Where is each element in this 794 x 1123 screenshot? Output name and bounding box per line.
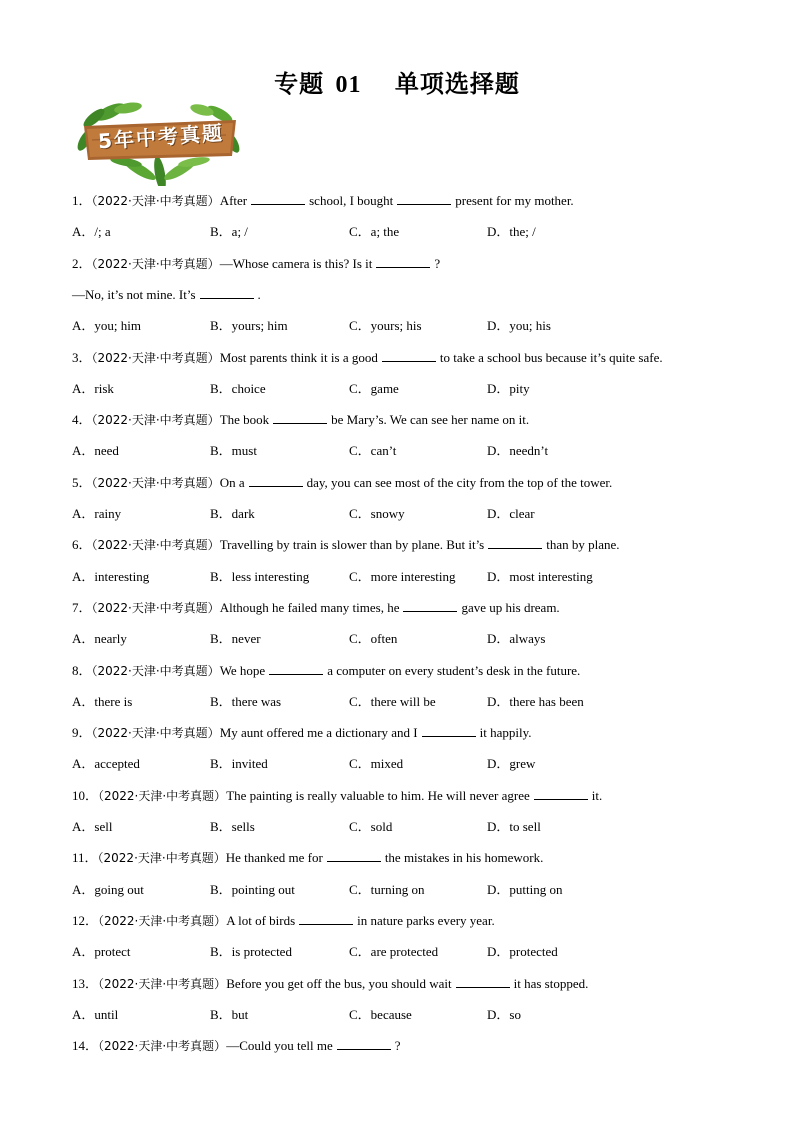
title-prefix: 专题 (274, 70, 325, 98)
option-a[interactable]: A．protect (72, 944, 131, 960)
option-c[interactable]: C．turning on (349, 881, 425, 897)
option-c[interactable]: C．more interesting (349, 568, 456, 584)
option-d[interactable]: D．needn’t (487, 443, 549, 459)
answer-blank (337, 1037, 391, 1050)
option-c[interactable]: C．often (349, 631, 398, 647)
stem-text: the mistakes in his homework. (384, 850, 544, 866)
answer-blank (299, 912, 353, 925)
question-stem (72, 474, 612, 492)
question-source: （2022·天津·中考真题） (98, 788, 227, 803)
stem-text: school, I bought (309, 193, 394, 208)
option-b[interactable]: B．never (210, 631, 261, 647)
option-b[interactable]: B．less interesting (210, 568, 310, 584)
option-d[interactable]: D．so (487, 1006, 521, 1022)
question-stem (72, 349, 663, 367)
question-stem (72, 912, 495, 930)
stem-text: present for my mother. (455, 193, 574, 208)
page-title (0, 64, 794, 99)
option-c[interactable]: C．game (349, 380, 399, 396)
option-a[interactable]: A．rainy (72, 506, 122, 521)
stem-text: A lot of birds (226, 912, 296, 928)
option-b[interactable]: B．is protected (210, 944, 292, 960)
option-b[interactable]: B．there was (210, 693, 282, 709)
option-b[interactable]: B．but (210, 1006, 249, 1022)
question-stem (72, 411, 529, 429)
answer-blank (249, 474, 303, 487)
option-c[interactable]: C．snowy (349, 506, 405, 521)
answer-blank (422, 724, 476, 737)
question-number: 12． (72, 912, 99, 928)
option-b[interactable]: B．dark (210, 506, 255, 521)
question-number: 1． (72, 193, 92, 208)
option-a[interactable]: A．need (72, 443, 119, 459)
question-stem (72, 662, 580, 680)
question-number: 3． (72, 349, 92, 365)
stem-text: Although he failed many times, he (219, 599, 400, 615)
question-stem-line (72, 286, 261, 304)
question-number: 7． (72, 599, 92, 615)
stem-text: After (219, 193, 248, 208)
stem-text: ? (394, 1038, 401, 1054)
stem-text: Travelling by train is slower than by plane. But it’s (219, 537, 485, 553)
option-c[interactable]: C．can’t (349, 443, 397, 459)
option-a[interactable]: A．accepted (72, 756, 140, 772)
stem-text: in nature parks every year. (357, 912, 495, 928)
answer-blank (376, 255, 430, 268)
question-stem (72, 192, 574, 210)
option-d[interactable]: D．most interesting (487, 568, 593, 584)
option-a[interactable]: A．interesting (72, 568, 150, 584)
stem-text: Most parents think it is a good (219, 349, 378, 365)
answer-blank (403, 599, 457, 612)
stem-text: Before you get off the bus, you should wait (226, 975, 452, 991)
option-d[interactable]: D．to sell (487, 819, 541, 834)
question-number: 2． (72, 255, 92, 271)
answer-blank (397, 192, 451, 205)
option-c[interactable]: C．because (349, 1006, 412, 1022)
question-source: （2022·天津·中考真题） (91, 350, 220, 365)
question-source: （2022·天津·中考真题） (91, 663, 220, 678)
answer-blank (200, 286, 254, 299)
option-c[interactable]: C．there will be (349, 693, 436, 709)
option-a[interactable]: A．nearly (72, 631, 127, 647)
option-b[interactable]: B．pointing out (210, 881, 295, 897)
option-d[interactable]: D．always (487, 631, 546, 647)
answer-blank (269, 662, 323, 675)
stem-text: On a (219, 474, 245, 490)
question-source: （2022·天津·中考真题） (91, 256, 220, 271)
question-stem (72, 536, 620, 554)
stem-text: My aunt offered me a dictionary and I (219, 725, 418, 741)
question-source: （2022·天津·中考真题） (91, 475, 220, 490)
stem-text: gave up his dream. (461, 599, 560, 615)
option-c[interactable]: C．are protected (349, 944, 439, 960)
option-d[interactable]: D．you; his (487, 318, 551, 334)
option-c[interactable]: C．a; the (349, 224, 400, 240)
badge-label: 5年中考真题 (97, 120, 225, 154)
answer-blank (456, 975, 510, 988)
option-d[interactable]: D．grew (487, 756, 536, 772)
question-number: 8． (72, 662, 92, 678)
option-a[interactable]: A．risk (72, 380, 114, 396)
question-number: 11． (72, 850, 98, 866)
stem-text: —Whose camera is this? Is it (219, 255, 373, 271)
option-a[interactable]: A．sell (72, 819, 113, 834)
option-d[interactable]: D．the; / (487, 224, 536, 240)
answer-blank (382, 349, 436, 362)
answer-blank (251, 192, 305, 205)
option-d[interactable]: D．pity (487, 380, 530, 396)
question-stem (72, 1037, 401, 1055)
question-source: （2022·天津·中考真题） (91, 194, 220, 208)
answer-blank (534, 787, 588, 800)
question-number: 6． (72, 537, 92, 553)
stem-text: it has stopped. (513, 975, 589, 991)
option-d[interactable]: D．protected (487, 944, 558, 960)
option-d[interactable]: D．clear (487, 506, 535, 521)
stem-text: day, you can see most of the city from the top of the tower. (306, 474, 613, 490)
option-b[interactable]: B．choice (210, 380, 266, 396)
question-source: （2022·天津·中考真题） (91, 413, 220, 428)
stem-text: The book (219, 412, 270, 428)
question-source: （2022·天津·中考真题） (91, 726, 220, 741)
question-stem (72, 255, 440, 273)
title-number: 01 (335, 72, 362, 98)
option-a[interactable]: A．you; him (72, 318, 141, 334)
question-stem (72, 724, 532, 742)
option-d[interactable]: D．putting on (487, 881, 563, 897)
stem-text: —Could you tell me (226, 1038, 333, 1054)
option-b[interactable]: B．sells (210, 819, 255, 834)
stem-text: a computer on every student’s desk in the future. (327, 662, 581, 678)
question-number: 9． (72, 725, 92, 741)
option-b[interactable]: B．invited (210, 756, 268, 772)
question-stem (72, 849, 543, 867)
question-source: （2022·天津·中考真题） (98, 976, 227, 991)
question-stem (72, 787, 602, 805)
answer-blank (273, 411, 327, 424)
question-number: 4． (72, 412, 92, 428)
option-a[interactable]: A．/; a (72, 224, 111, 240)
option-b[interactable]: B．a; / (210, 224, 248, 240)
answer-blank (327, 849, 381, 862)
question-source: （2022·天津·中考真题） (97, 851, 226, 866)
option-a[interactable]: A．until (72, 1006, 119, 1022)
title-suffix: 单项选择题 (394, 70, 520, 98)
option-b[interactable]: B．yours; him (210, 318, 288, 334)
stem-text: We hope (219, 662, 266, 678)
option-d[interactable]: D．there has been (487, 693, 584, 709)
option-b[interactable]: B．must (210, 443, 257, 459)
option-a[interactable]: A．there is (72, 693, 133, 709)
stem-text: He thanked me for (225, 850, 323, 866)
option-a[interactable]: A．going out (72, 881, 144, 897)
question-source: （2022·天津·中考真题） (91, 600, 220, 615)
question-source: （2022·天津·中考真题） (98, 1039, 227, 1054)
question-number: 5． (72, 474, 92, 490)
question-stem (72, 599, 560, 617)
stem-text: it happily. (479, 725, 532, 741)
option-c[interactable]: C．sold (349, 819, 393, 834)
stem-text: than by plane. (546, 537, 620, 553)
stem-text: The painting is really valuable to him. He will never agree (226, 787, 530, 803)
question-number: 13． (72, 975, 99, 991)
option-c[interactable]: C．mixed (349, 756, 404, 772)
question-stem (72, 975, 588, 993)
question-source: （2022·天津·中考真题） (91, 538, 220, 553)
stem-text: ? (434, 255, 441, 271)
question-number: 14． (72, 1038, 99, 1054)
stem-text: . (257, 286, 261, 302)
answer-blank (488, 536, 542, 549)
stem-text: it. (591, 787, 603, 803)
stem-text: —No, it’s not mine. It’s (72, 286, 196, 302)
stem-text: to take a school bus because it’s quite safe. (439, 349, 663, 365)
question-source: （2022·天津·中考真题） (98, 913, 227, 928)
stem-text: be Mary’s. We can see her name on it. (331, 412, 530, 428)
question-number: 10． (72, 787, 99, 803)
option-c[interactable]: C．yours; his (349, 318, 422, 334)
